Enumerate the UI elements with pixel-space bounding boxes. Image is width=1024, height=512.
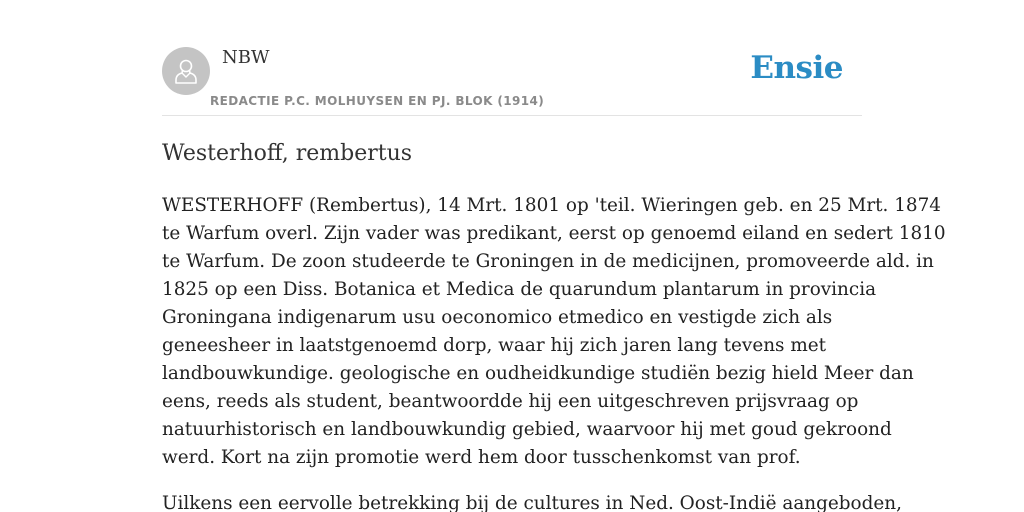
text-line: Groningana indigenarum usu oeconomico etmedico en vestigde zich als: [162, 307, 833, 328]
text-line: 1825 op een Diss. Botanica et Medica de quarundum plantarum in provincia: [162, 279, 877, 300]
text-line: werd. Kort na zijn promotie werd hem door tusschenkomst van prof.: [162, 447, 801, 468]
text-line: landbouwkundige. geologische en oudheidkundige studiën bezig hield Meer dan: [162, 363, 914, 384]
user-silhouette-icon: [173, 57, 199, 85]
text-line: WESTERHOFF (Rembertus), 14 Mrt. 1801 op 'teil. Wieringen geb. en 25 Mrt. 1874: [162, 195, 942, 216]
source-header: [162, 46, 862, 116]
ensie-logo[interactable]: Ensie: [750, 50, 843, 86]
text-line: te Warfum overl. Zijn vader was predikant, eerst op genoemd eiland en sedert 1810: [162, 223, 946, 244]
text-line: Uilkens een eervolle betrekking bij de cultures in Ned. Oost-Indië aangeboden,: [162, 493, 902, 512]
article-body: [162, 192, 946, 512]
header-divider: [162, 115, 862, 116]
article-paragraph: [162, 490, 902, 512]
source-name-link[interactable]: NBW: [222, 47, 270, 68]
text-line: te Warfum. De zoon studeerde te Groningen in de medicijnen, promoveerde ald. in: [162, 251, 934, 272]
article-paragraph: [162, 192, 946, 472]
text-line: eens, reeds als student, beantwoordde hij een uitgeschreven prijsvraag op: [162, 391, 859, 412]
source-avatar[interactable]: [162, 47, 210, 95]
text-line: natuurhistorisch en landbouwkundig gebied, waarvoor hij met goud gekroond: [162, 419, 892, 440]
text-line: geneesheer in laatstgenoemd dorp, waar hij zich jaren lang tevens met: [162, 335, 827, 356]
article-title: Westerhoff, rembertus: [162, 141, 413, 166]
source-subtitle: REDACTIE P.C. MOLHUYSEN EN PJ. BLOK (1914): [210, 94, 545, 108]
